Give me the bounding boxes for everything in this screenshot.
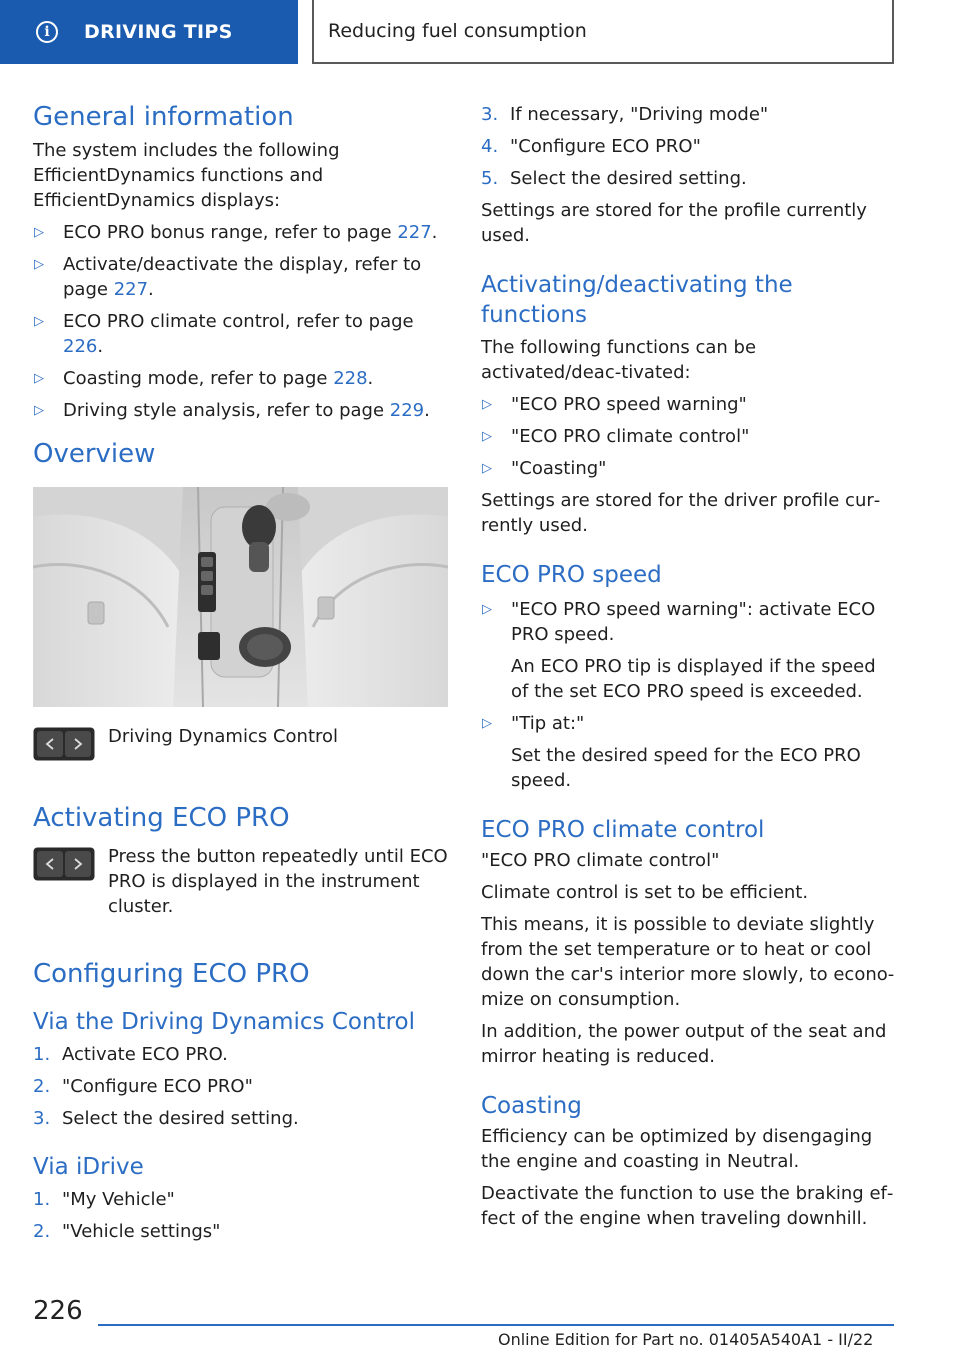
driving-dynamics-button-icon xyxy=(33,847,95,881)
activating-functions-heading: Activating/deactivating the functions xyxy=(481,272,793,328)
page-topic-box xyxy=(312,0,894,64)
triangle-bullet-icon: ▷ xyxy=(34,314,44,329)
triangle-bullet-icon: ▷ xyxy=(482,461,492,476)
overview-heading: Overview xyxy=(33,439,156,469)
climate-p4: In addition, the power output of the seat and mirror heating is reduced. xyxy=(481,1021,887,1067)
triangle-bullet-icon: ▷ xyxy=(34,225,44,240)
page-link[interactable]: 227 xyxy=(397,222,432,243)
climate-p3: This means, it is possible to deviate slightly from the set temperature or to heat or cool down the car's interior more slowly, to econo‐mize on consumption. xyxy=(481,914,895,1010)
triangle-bullet-icon: ▷ xyxy=(34,403,44,418)
list-item: ▷ "ECO PRO climate control" xyxy=(482,426,750,447)
list-item: ▷ "Coasting" xyxy=(482,458,607,479)
climate-p2: Climate control is set to be efficient. xyxy=(481,882,809,903)
via-idrive-heading: Via iDrive xyxy=(33,1154,144,1180)
right-column xyxy=(481,96,896,1231)
page-topic: Reducing fuel consumption xyxy=(328,20,587,42)
list-item: ▷ Driving style analysis, refer to page 229. xyxy=(34,400,430,421)
triangle-bullet-icon: ▷ xyxy=(482,602,492,617)
activating-text: Press the button repeatedly until ECO PRO is displayed in the instrument cluster. xyxy=(108,846,448,917)
general-information-heading: General information xyxy=(33,102,294,132)
section-tab xyxy=(0,0,298,64)
driver-profile-note: Settings are stored for the driver profile cur‐rently used. xyxy=(481,490,881,536)
info-icon: i xyxy=(36,21,58,43)
general-list xyxy=(33,220,448,423)
page-link[interactable]: 226 xyxy=(63,336,98,357)
list-item: ▷ "ECO PRO speed warning": activate ECO PRO speed. An ECO PRO tip is displayed if the speed of the set ECO PRO speed is exceeded. xyxy=(482,599,876,702)
list-item: 3. If necessary, "Driving mode" xyxy=(481,104,769,125)
triangle-bullet-icon: ▷ xyxy=(482,397,492,412)
list-item: 2. "Configure ECO PRO" xyxy=(33,1076,253,1097)
left-column xyxy=(33,96,448,1244)
list-item: 5. Select the desired setting. xyxy=(481,168,747,189)
triangle-bullet-icon: ▷ xyxy=(482,716,492,731)
triangle-bullet-icon: ▷ xyxy=(34,371,44,386)
idrive-steps-continued xyxy=(481,102,896,191)
list-item: 2. "Vehicle settings" xyxy=(33,1221,221,1242)
triangle-bullet-icon: ▷ xyxy=(34,257,44,272)
list-item: ▷ "Tip at:" Set the desired speed for the ECO PRO speed. xyxy=(482,713,861,791)
coasting-heading: Coasting xyxy=(481,1093,582,1119)
coasting-p2: Deactivate the function to use the braking ef‐fect of the engine when traveling downhill. xyxy=(481,1183,894,1229)
ddc-caption-row xyxy=(33,725,448,761)
list-item: 4. "Configure ECO PRO" xyxy=(481,136,701,157)
list-item: ▷ ECO PRO climate control, refer to page 226. xyxy=(34,311,414,357)
footer-divider xyxy=(98,1324,894,1326)
page-link[interactable]: 229 xyxy=(389,400,425,421)
page-number: 226 xyxy=(33,1296,83,1326)
via-ddc-heading: Via the Driving Dynamics Control xyxy=(33,1009,415,1035)
activating-eco-pro-heading: Activating ECO PRO xyxy=(33,803,290,833)
list-item: ▷ Coasting mode, refer to page 228. xyxy=(34,368,374,389)
list-item: 1. "My Vehicle" xyxy=(33,1189,175,1210)
page-link[interactable]: 227 xyxy=(113,279,149,300)
page-link[interactable]: 228 xyxy=(333,368,368,389)
list-item: 1. Activate ECO PRO. xyxy=(33,1044,228,1065)
list-item: ▷ Activate/deactivate the display, refer to page 227. xyxy=(34,254,422,300)
coasting-p1: Efficiency can be optimized by disengaging the engine and coasting in Neutral. xyxy=(481,1126,873,1172)
list-item: ▷ "ECO PRO speed warning" xyxy=(482,394,747,415)
list-item: ▷ ECO PRO bonus range, refer to page 227. xyxy=(34,222,438,243)
profile-note: Settings are stored for the profile currently used. xyxy=(481,200,867,246)
ddc-caption: Driving Dynamics Control xyxy=(108,726,339,747)
eco-pro-climate-heading: ECO PRO climate control xyxy=(481,817,765,843)
via-ddc-steps xyxy=(33,1042,448,1131)
eco-pro-speed-heading: ECO PRO speed xyxy=(481,562,662,588)
section-label: DRIVING TIPS xyxy=(84,21,233,43)
functions-list xyxy=(481,392,896,481)
center-console-photo xyxy=(33,487,448,707)
functions-intro: The following functions can be activated/deac‐tivated: xyxy=(481,337,757,383)
edition-note: Online Edition for Part no. 01405A540A1 - II/22 xyxy=(498,1330,874,1349)
configuring-eco-pro-heading: Configuring ECO PRO xyxy=(33,959,310,989)
via-idrive-steps xyxy=(33,1187,448,1244)
triangle-bullet-icon: ▷ xyxy=(482,429,492,444)
climate-p1: "ECO PRO climate control" xyxy=(481,850,720,871)
general-intro: The system includes the following EfficientDynamics functions and EfficientDynamics displays: xyxy=(33,140,340,211)
driving-dynamics-button-icon xyxy=(33,727,95,761)
activating-row xyxy=(33,845,448,919)
list-item: 3. Select the desired setting. xyxy=(33,1108,299,1129)
speed-list xyxy=(481,597,896,793)
